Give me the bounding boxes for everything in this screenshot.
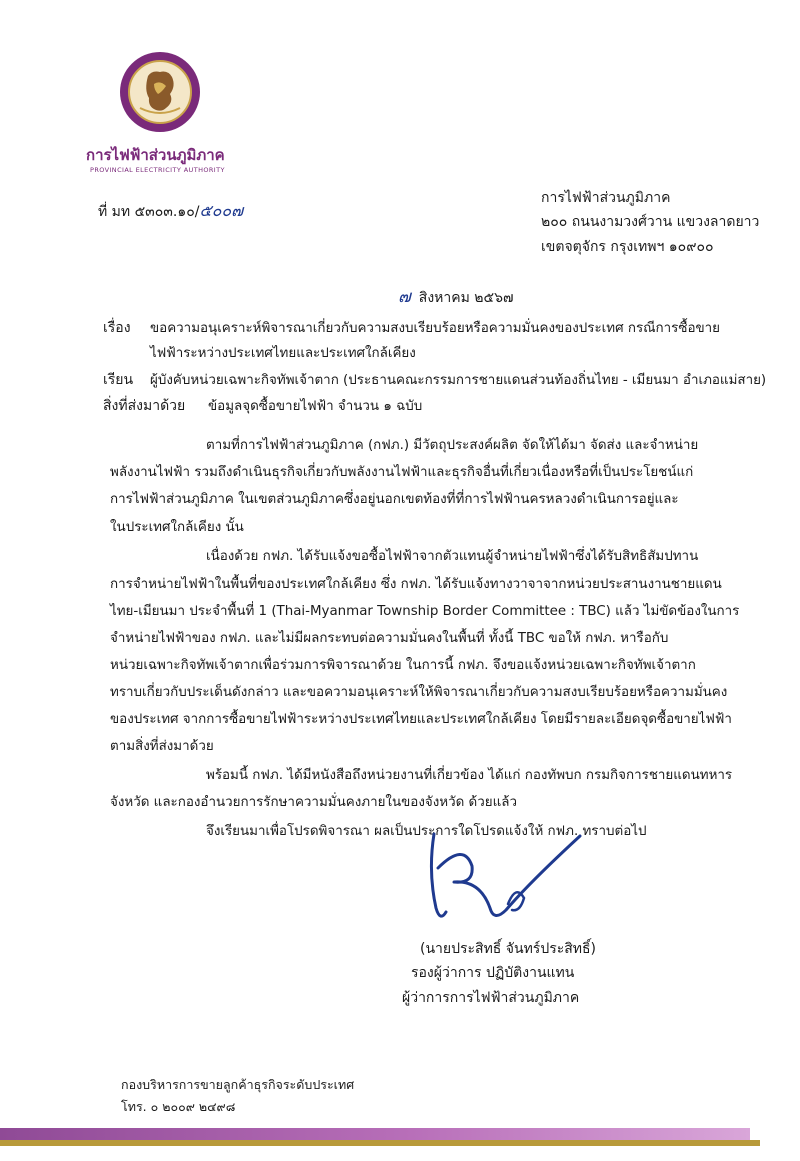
- paragraph2-line: หน่วยเฉพาะกิจทัพเจ้าตากเพื่อร่วมการพิจารณาด้วย ในการนี้ กฟภ. จึงขอแจ้งหน่วยเฉพาะกิจทัพเจ้าตาก: [110, 658, 696, 673]
- footer-department: กองบริหารการขายลูกค้าธุรกิจระดับประเทศ: [121, 1077, 355, 1092]
- enclosure-label: สิ่งที่ส่งมาด้วย: [103, 398, 186, 414]
- paragraph1-line: ในประเทศใกล้เคียง นั้น: [110, 520, 244, 535]
- paragraph2-line: ไทย-เมียนมา ประจำพื้นที่ 1 (Thai-Myanmar Township Border Committee : TBC) แล้ว ไม่ขัดข้องในการ: [110, 604, 740, 619]
- handwritten-signature: [420, 812, 620, 932]
- paragraph2-line: เนื่องด้วย กฟภ. ได้รับแจ้งขอซื้อไฟฟ้าจากตัวแทนผู้จำหน่ายไฟฟ้าซึ่งได้รับสิทธิสัมปทาน: [206, 549, 699, 564]
- signatory-name: (นายประสิทธิ์ จันทร์ประสิทธิ์): [420, 941, 597, 957]
- document-number-prefix: ที่ มท ๕๓๐๓.๑๐/: [98, 204, 200, 220]
- paragraph3-line: พร้อมนี้ กฟภ. ได้มีหนังสือถึงหน่วยงานที่เกี่ยวข้อง ได้แก่ กองทัพบก กรมกิจการชายแดนทหาร: [206, 768, 733, 783]
- sender-address-line3: เขตจตุจักร กรุงเทพฯ ๑๐๙๐๐: [541, 239, 714, 255]
- paragraph2-line: ทราบเกี่ยวกับประเด็นดังกล่าว และขอความอนุเคราะห์ให้พิจารณาเกี่ยวกับความสงบเรียบร้อยหรือความมั่นคง: [110, 685, 728, 700]
- closing-line: จึงเรียนมาเพื่อโปรดพิจารณา ผลเป็นประการใดโปรดแจ้งให้ กฟภ. ทราบต่อไป: [206, 824, 647, 839]
- document-number: [98, 199, 243, 224]
- paragraph2-line: ของประเทศ จากการซื้อขายไฟฟ้าระหว่างประเทศไทยและประเทศใกล้เคียง โดยมีรายละเอียดจุดซื้อขายไฟฟ้า: [110, 712, 732, 727]
- subject-label: เรื่อง: [103, 320, 131, 336]
- paragraph1-line: พลังงานไฟฟ้า รวมถึงดำเนินธุรกิจเกี่ยวกับพลังงานไฟฟ้าและธุรกิจอื่นที่เกี่ยวเนื่องหรือที่เป็นประโยชน์แก่: [110, 465, 694, 480]
- subject-line1: ขอความอนุเคราะห์พิจารณาเกี่ยวกับความสงบเรียบร้อยหรือความมั่นคงของประเทศ กรณีการซื้อขาย: [150, 321, 721, 336]
- paragraph2-line: ตามสิ่งที่ส่งมาด้วย: [110, 739, 214, 754]
- footer-phone: โทร. ๐ ๒๐๐๙ ๒๔๙๘: [121, 1099, 236, 1114]
- paragraph2-line: จำหน่ายไฟฟ้าของ กฟภ. และไม่มีผลกระทบต่อความมั่นคงในพื้นที่ ทั้งนี้ TBC ขอให้ กฟภ. หารือกับ: [110, 631, 669, 646]
- recipient-value: ผู้บังคับหน่วยเฉพาะกิจทัพเจ้าตาก (ประธานคณะกรรมการชายแดนส่วนท้องถิ่นไทย - เมียนมา อำเภอแม่สาย): [150, 373, 767, 388]
- pea-emblem-icon: [118, 50, 202, 134]
- letter-date: [398, 283, 514, 310]
- signatory-position2: ผู้ว่าการการไฟฟ้าส่วนภูมิภาค: [402, 990, 580, 1006]
- paragraph1-line: ตามที่การไฟฟ้าส่วนภูมิภาค (กฟภ.) มีวัตถุประสงค์ผลิต จัดให้ได้มา จัดส่ง และจำหน่าย: [206, 438, 699, 453]
- paragraph2-line: การจำหน่ายไฟฟ้าในพื้นที่ของประเทศใกล้เคียง ซึ่ง กฟภ. ได้รับแจ้งทางวาจาจากหน่วยประสานงานชายแดน: [110, 577, 722, 592]
- org-name-english: PROVINCIAL ELECTRICITY AUTHORITY: [90, 166, 225, 174]
- org-name-thai: การไฟฟ้าส่วนภูมิภาค: [86, 146, 225, 164]
- subject-line2: ไฟฟ้าระหว่างประเทศไทยและประเทศใกล้เคียง: [150, 346, 416, 361]
- recipient-label: เรียน: [103, 372, 134, 388]
- date-month-year: สิงหาคม ๒๕๖๗: [418, 290, 514, 306]
- sender-address-line1: การไฟฟ้าส่วนภูมิภาค: [541, 190, 671, 206]
- footer-gold-band: [0, 1140, 760, 1146]
- document-number-handwritten: ๕๐๐๗: [199, 201, 244, 220]
- enclosure-value: ข้อมูลจุดซื้อขายไฟฟ้า จำนวน ๑ ฉบับ: [208, 399, 423, 414]
- date-day-handwritten: ๗: [398, 287, 411, 307]
- paragraph1-line: การไฟฟ้าส่วนภูมิภาค ในเขตส่วนภูมิภาคซึ่งอยู่นอกเขตท้องที่ที่การไฟฟ้านครหลวงดำเนินการอยู่และ: [110, 492, 679, 507]
- signatory-position1: รองผู้ว่าการ ปฏิบัติงานแทน: [411, 965, 575, 981]
- paragraph3-line: จังหวัด และกองอำนวยการรักษาความมั่นคงภายในของจังหวัด ด้วยแล้ว: [110, 795, 517, 810]
- sender-address-line2: ๒๐๐ ถนนงามวงศ์วาน แขวงลาดยาว: [541, 214, 760, 230]
